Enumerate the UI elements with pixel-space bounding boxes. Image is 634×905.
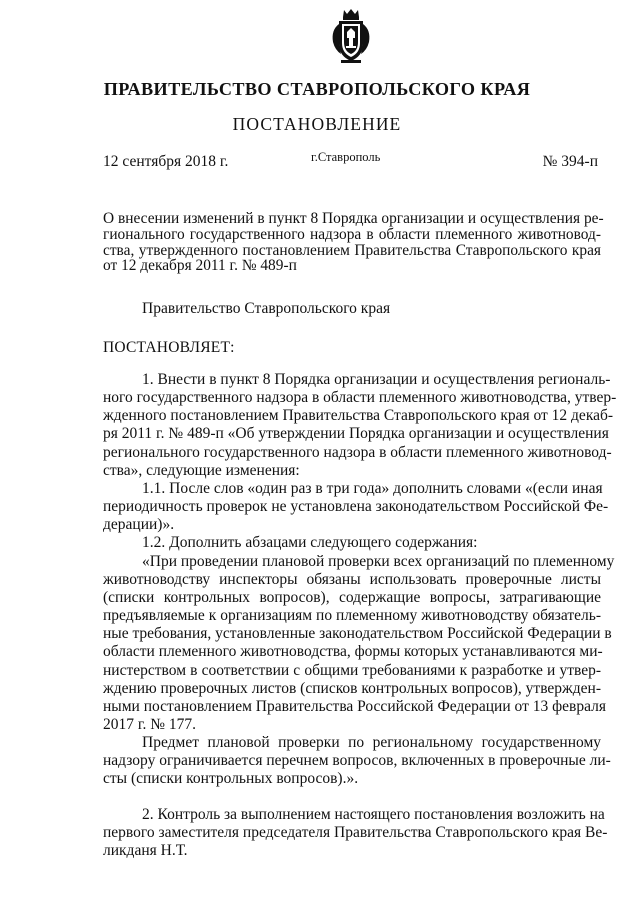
body-line: «При проведении плановой проверки всех организаций по племенному xyxy=(142,552,615,570)
body-line: надзору ограничивается перечнем вопросов, включенных в проверочные ли- xyxy=(103,752,611,770)
item-1-2 xyxy=(103,534,601,552)
item-1-1 xyxy=(103,479,609,534)
body-line: (списки контрольных вопросов), содержащие вопросы, затрагивающие xyxy=(103,588,601,606)
body-line: 2017 г. № 177. xyxy=(103,715,197,733)
stavropol-coat-of-arms-icon xyxy=(327,8,375,64)
document-type: ПОСТАНОВЛЕНИЕ xyxy=(232,114,402,134)
body-line: животноводству инспекторы обязаны использовать проверочные листы xyxy=(103,570,601,588)
body-line: ного государственного надзора в области племенного животноводства, утвер- xyxy=(103,389,617,407)
body-line: области племенного животноводства, формы которых устанавливаются ми- xyxy=(103,643,603,661)
document-subject xyxy=(103,210,604,275)
government-title: ПРАВИТЕЛЬСТВО СТАВРОПОЛЬСКОГО КРАЯ xyxy=(103,79,531,99)
item-2 xyxy=(103,805,608,860)
body-line: ждению проверочных листов (списков контрольных вопросов), утвержден- xyxy=(103,679,601,697)
body-line: 2. Контроль за выполнением настоящего постановления возложить на xyxy=(142,805,605,823)
body-line: ря 2011 г. № 489-п «Об утверждении Порядка организации и осуществления xyxy=(103,425,609,443)
resolves-heading: ПОСТАНОВЛЯЕТ: xyxy=(103,339,235,356)
subject-line: ства, утвержденного постановлением Правительства Ставропольского края xyxy=(103,241,601,259)
document-body xyxy=(103,371,617,860)
body-line: периодичность проверок не установлена законодательством Российской Фе- xyxy=(103,498,609,516)
body-line: предъявляемые к организациям по племенному животноводству обязатель- xyxy=(103,607,601,625)
body-line: 1.2. Дополнить абзацами следующего содержания: xyxy=(142,534,478,552)
item-1 xyxy=(103,371,617,480)
body-line: ными постановлением Правительства Российской Федерации от 13 февраля xyxy=(103,697,606,715)
document-date: 12 сентября 2018 г. xyxy=(103,153,229,170)
body-line: дерации)». xyxy=(103,516,175,534)
body-line: нистерством в соответствии с общими требованиями к разработке и утвер- xyxy=(103,661,601,679)
subject-line: гионального государственного надзора в области племенного животновод- xyxy=(103,225,601,243)
document-city: г.Ставрополь xyxy=(311,150,381,164)
body-line: Предмет плановой проверки по региональному государственному xyxy=(142,734,601,752)
body-line: жденного постановлением Правительства Ставропольского края от 12 декаб- xyxy=(103,407,614,425)
document-number: № 394-п xyxy=(542,153,598,170)
body-line: 1.1. После слов «один раз в три года» дополнить словами «(если иная xyxy=(142,479,603,497)
quote-paragraph-1 xyxy=(103,552,615,735)
body-line: ные требования, установленные законодательством Российской Федерации в xyxy=(103,625,612,643)
subject-line: от 12 декабря 2011 г. № 489-п xyxy=(103,257,297,275)
body-line: ликданя Н.Т. xyxy=(103,841,188,859)
body-line: 1. Внести в пункт 8 Порядка организации и осуществления региональ- xyxy=(142,371,611,388)
body-line: первого заместителя председателя Правительства Ставропольского края Ве- xyxy=(103,823,608,841)
body-line: регионального государственного надзора в области племенного животновод- xyxy=(103,443,612,461)
body-line: сты (списки контрольных вопросов).». xyxy=(103,770,359,788)
preamble-text: Правительство Ставропольского края xyxy=(142,300,391,317)
body-line: ства», следующие изменения: xyxy=(103,461,300,479)
quote-paragraph-2 xyxy=(103,734,611,788)
subject-line: О внесении изменений в пункт 8 Порядка организации и осуществления ре- xyxy=(103,210,604,227)
